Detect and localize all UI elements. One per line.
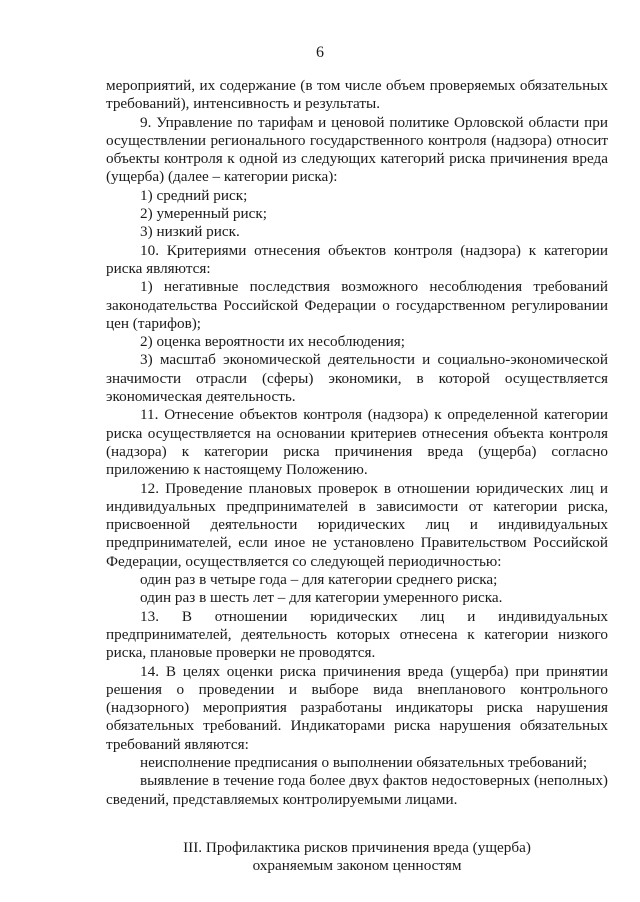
paragraph: один раз в четыре года – для категории среднего риска; (140, 571, 498, 589)
paragraph: 2) умеренный риск; (140, 205, 267, 223)
section-heading-line-2: охраняемым законом ценностям (252, 857, 462, 875)
paragraph: 10. Критериями отнесения объектов контроля (надзора) к категории риска являются: (106, 241, 608, 277)
paragraph: один раз в шесть лет – для категории умеренного риска. (140, 589, 503, 607)
document-body (106, 77, 608, 876)
paragraph: 2) оценка вероятности их несоблюдения; (140, 333, 406, 351)
paragraph: 13. В отношении юридических лиц и индивидуальных предпринимателей, деятельность которых отнесена к категории низкого риска, плановые проверки не проводятся. (106, 607, 608, 662)
section-heading-line-1: III. Профилактика рисков причинения вреда (ущерба) (183, 838, 531, 856)
paragraph: 11. Отнесение объектов контроля (надзора) к определенной категории риска осуществляется на основании критериев отнесения объекта контроля (надзора) к категории риска причинения вреда (ущерба) согласно приложению к настоящему Положению. (106, 406, 608, 479)
paragraph: 1) средний риск; (140, 186, 248, 204)
section-heading (106, 839, 608, 876)
paragraph: неисполнение предписания о выполнении обязательных требований; (140, 753, 588, 771)
paragraph: выявление в течение года более двух фактов недостоверных (неполных) сведений, представляемых контролируемыми лицами. (106, 772, 608, 808)
paragraph: 12. Проведение плановых проверок в отношении юридических лиц и индивидуальных предпринимателей в зависимости от категории риска, присвоенной деятельности юридических лиц и индивидуальных предпринимателей, если иное не установлено Правительством Российской Федерации, осуществляется со следующей периодичностью: (106, 479, 608, 570)
paragraph: мероприятий, их содержание (в том числе объем проверяемых обязательных требований), интенсивность и результаты. (106, 77, 608, 113)
paragraph-list (106, 77, 608, 809)
paragraph: 1) негативные последствия возможного несоблюдения требований законодательства Российской Федерации о государственном регулировании цен (тарифов); (106, 278, 608, 332)
paragraph: 3) низкий риск. (140, 223, 240, 241)
paragraph: 14. В целях оценки риска причинения вреда (ущерба) при принятии решения о проведении и выборе вида внепланового контрольного (надзорного) мероприятия разработаны индикаторы риска нарушения обязательных требований. Индикаторами риска нарушения обязательных требований являются: (106, 662, 608, 753)
paragraph: 3) масштаб экономической деятельности и социально-экономической значимости отрасли (сферы) экономики, в которой осуществляется экономическая деятельность. (106, 351, 608, 406)
page-number: 6 (316, 44, 324, 61)
paragraph: 9. Управление по тарифам и ценовой политике Орловской области при осуществлении регионального государственного контроля (надзора) относит объекты контроля к одной из следующих категорий риска причинения вреда (ущерба) (далее – категории риска): (106, 113, 608, 186)
